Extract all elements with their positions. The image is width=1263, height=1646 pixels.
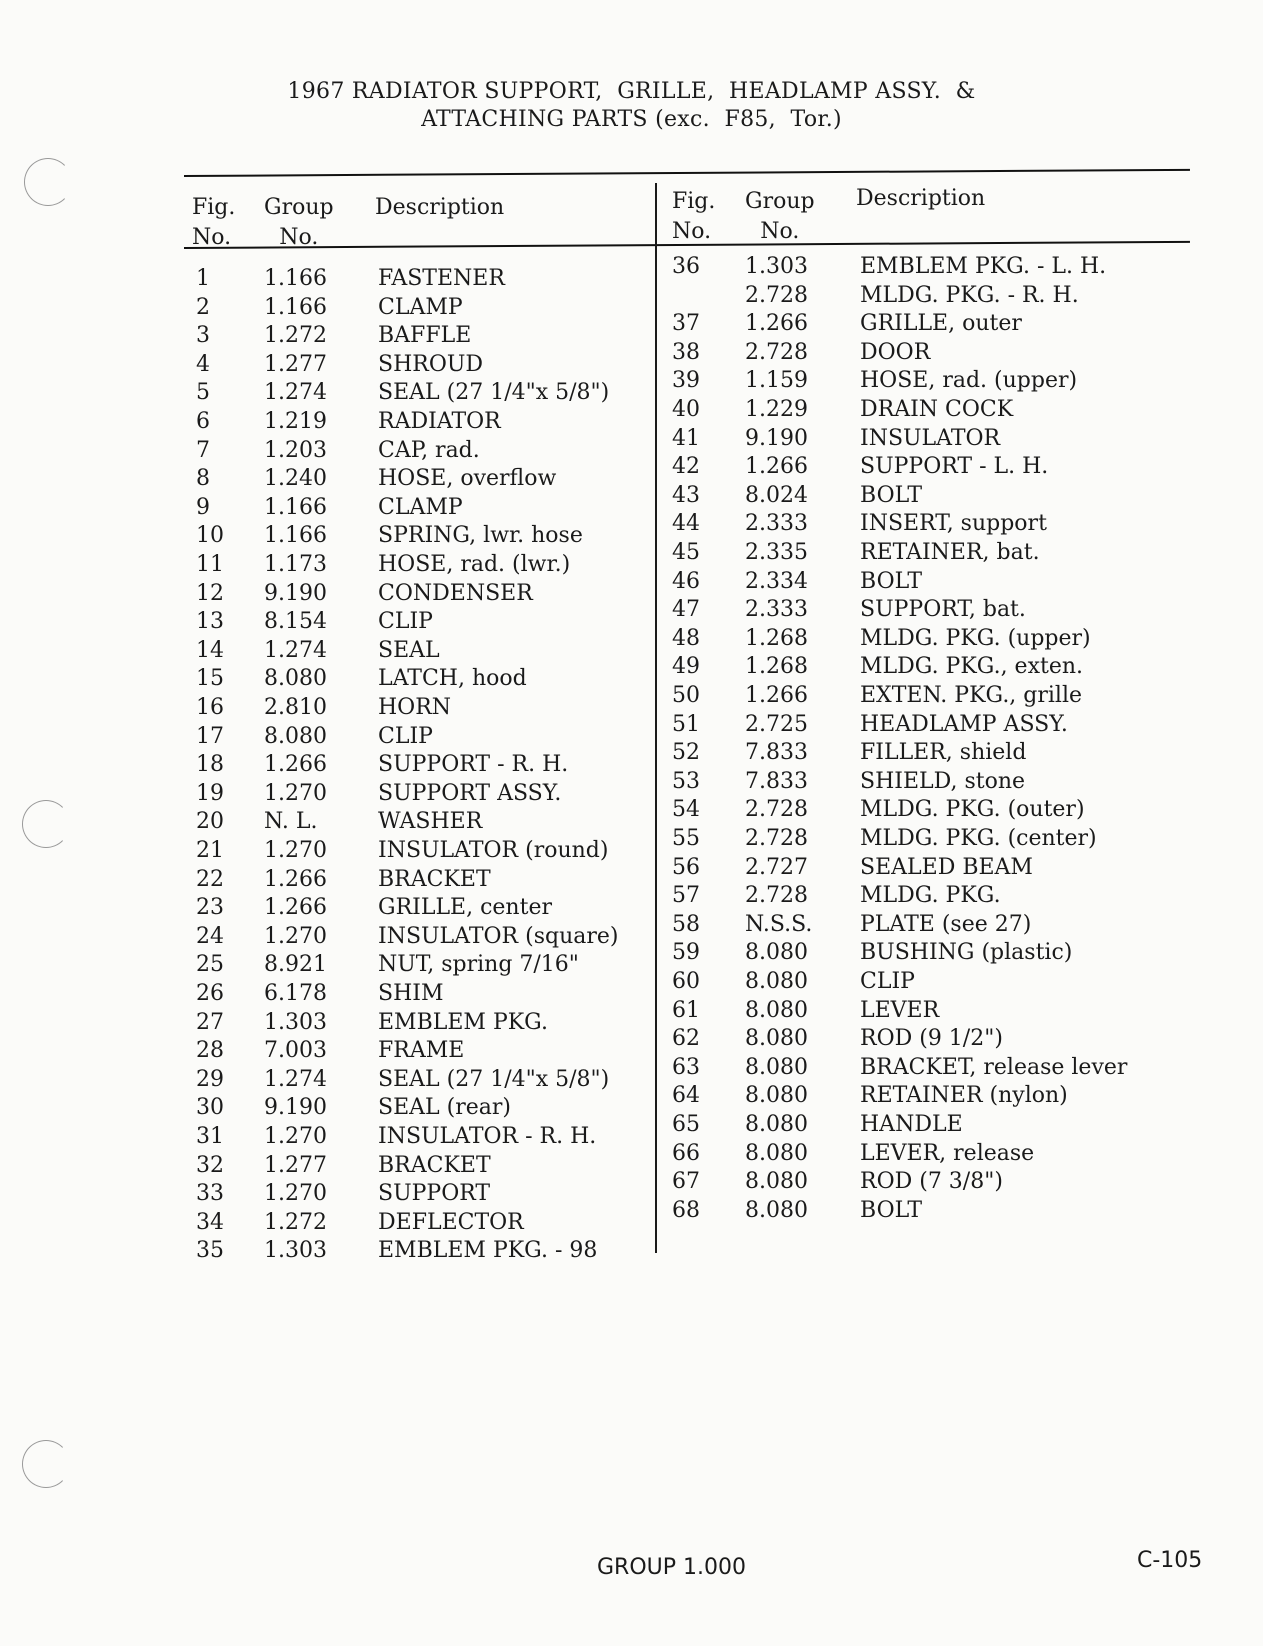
header-description: Description xyxy=(375,195,505,220)
group-number: 8.080 xyxy=(745,1083,808,1109)
fig-number: 35 xyxy=(196,1238,224,1264)
part-description: FASTENER xyxy=(378,266,505,291)
part-description: DRAIN COCK xyxy=(860,397,1014,422)
group-number: 7.833 xyxy=(745,768,808,794)
group-number: 2.333 xyxy=(745,511,808,537)
fig-number: 21 xyxy=(196,838,224,863)
fig-number: 29 xyxy=(196,1066,224,1092)
fig-number: 30 xyxy=(196,1095,224,1121)
part-description: LATCH, hood xyxy=(378,666,527,692)
group-number: 8.154 xyxy=(264,609,327,635)
fig-number: 48 xyxy=(672,625,700,651)
group-number: 8.080 xyxy=(745,997,808,1023)
group-number: 1.274 xyxy=(264,1066,327,1092)
group-number: 9.190 xyxy=(264,1095,327,1121)
group-number: 1.303 xyxy=(264,1009,327,1035)
header-fig-line1: Fig. xyxy=(672,189,716,214)
group-number: 8.080 xyxy=(745,1112,808,1137)
group-number: 1.268 xyxy=(745,654,808,680)
group-number: 8.080 xyxy=(745,1197,808,1223)
group-number: 1.166 xyxy=(264,266,327,291)
part-description: MLDG. PKG. (center) xyxy=(860,826,1097,851)
fig-number: 67 xyxy=(672,1169,700,1195)
part-description: EMBLEM PKG. - 98 xyxy=(378,1238,598,1264)
fig-number: 6 xyxy=(196,409,210,434)
fig-number: 54 xyxy=(672,797,700,823)
fig-number: 42 xyxy=(672,454,700,480)
fig-number: 13 xyxy=(196,609,224,635)
group-number: 2.727 xyxy=(745,854,808,880)
fig-number: 12 xyxy=(196,580,224,606)
part-description: SPRING, lwr. hose xyxy=(378,523,583,549)
part-description: PLATE (see 27) xyxy=(860,911,1032,937)
group-number: 1.266 xyxy=(745,683,808,708)
fig-number: 3 xyxy=(196,323,210,349)
left-header-fig xyxy=(192,193,235,253)
part-description: MLDG. PKG. (upper) xyxy=(860,625,1091,651)
fig-number: 33 xyxy=(196,1181,224,1207)
part-description: SUPPORT ASSY. xyxy=(378,780,562,806)
fig-number: 9 xyxy=(196,494,210,520)
part-description: MLDG. PKG. xyxy=(860,883,1001,909)
header-fig-line2: No. xyxy=(192,225,232,250)
fig-number: 22 xyxy=(196,866,224,892)
fig-number: 4 xyxy=(196,351,210,377)
group-number: 1.303 xyxy=(745,254,808,279)
fig-number: 20 xyxy=(196,809,224,835)
page-title xyxy=(0,78,1263,134)
part-description: WASHER xyxy=(378,809,483,835)
group-number: 8.080 xyxy=(264,666,327,692)
part-description: SEAL xyxy=(378,637,440,663)
fig-number: 60 xyxy=(672,969,700,994)
group-number: 2.728 xyxy=(745,826,808,851)
fig-number: 36 xyxy=(672,254,700,279)
group-number: 9.190 xyxy=(264,580,327,606)
fig-number: 32 xyxy=(196,1152,224,1178)
part-description: DEFLECTOR xyxy=(378,1209,524,1235)
fig-number: 27 xyxy=(196,1009,224,1035)
part-description: EXTEN. PKG., grille xyxy=(860,683,1083,708)
binder-hole-top xyxy=(24,158,72,206)
left-header-group xyxy=(264,193,334,253)
fig-number: 53 xyxy=(672,768,700,794)
fig-number: 18 xyxy=(196,752,224,778)
part-description: CLIP xyxy=(378,609,433,635)
group-number: 1.219 xyxy=(264,409,327,434)
part-description: FILLER, shield xyxy=(860,740,1027,766)
part-description: LEVER xyxy=(860,997,940,1023)
fig-number: 66 xyxy=(672,1140,700,1166)
group-number: 1.274 xyxy=(264,380,327,406)
title-line-1: 1967 RADIATOR SUPPORT, GRILLE, HEADLAMP ASSY. & xyxy=(287,79,976,104)
group-number: 8.080 xyxy=(745,1140,808,1166)
group-number: N. L. xyxy=(264,809,318,835)
part-description: CAP, rad. xyxy=(378,437,480,463)
fig-number: 1 xyxy=(196,266,210,291)
group-number: 8.080 xyxy=(745,969,808,994)
group-number: 1.166 xyxy=(264,523,327,549)
group-number: 1.240 xyxy=(264,466,327,492)
fig-number: 14 xyxy=(196,637,224,663)
part-description: EMBLEM PKG. xyxy=(378,1009,548,1035)
part-description: LEVER, release xyxy=(860,1140,1035,1166)
part-description: BRACKET xyxy=(378,866,491,892)
group-number: 1.203 xyxy=(264,437,327,463)
group-number: 8.921 xyxy=(264,952,327,978)
fig-number: 10 xyxy=(196,523,224,549)
group-number: 2.728 xyxy=(745,883,808,909)
part-description: INSULATOR (square) xyxy=(378,923,619,949)
group-number: N.S.S. xyxy=(745,911,813,937)
fig-number: 17 xyxy=(196,723,224,749)
part-description: INSULATOR (round) xyxy=(378,838,609,863)
part-description: EMBLEM PKG. - L. H. xyxy=(860,254,1107,279)
fig-number: 19 xyxy=(196,780,224,806)
group-number: 1.159 xyxy=(745,368,808,394)
fig-number: 7 xyxy=(196,437,210,463)
footer-group: GROUP 1.000 xyxy=(597,1555,746,1580)
fig-number: 2 xyxy=(196,294,210,320)
part-description: SHROUD xyxy=(378,351,484,377)
group-number: 1.270 xyxy=(264,1124,327,1149)
fig-number: 40 xyxy=(672,397,700,422)
part-description: SEALED BEAM xyxy=(860,854,1033,880)
group-number: 1.277 xyxy=(264,1152,327,1178)
part-description: BOLT xyxy=(860,1197,923,1223)
group-number: 1.270 xyxy=(264,923,327,949)
part-description: HORN xyxy=(378,695,452,720)
fig-number: 68 xyxy=(672,1197,700,1223)
fig-number: 58 xyxy=(672,911,700,937)
part-description: SEAL (27 1/4"x 5/8") xyxy=(378,380,610,406)
fig-number: 57 xyxy=(672,883,700,909)
part-description: SEAL (rear) xyxy=(378,1095,511,1121)
part-description: HOSE, rad. (upper) xyxy=(860,368,1078,394)
group-number: 7.003 xyxy=(264,1038,327,1064)
part-description: BAFFLE xyxy=(378,323,472,349)
part-description: BOLT xyxy=(860,568,923,594)
group-number: 1.173 xyxy=(264,552,327,577)
part-description: HOSE, rad. (lwr.) xyxy=(378,552,571,577)
group-number: 1.266 xyxy=(264,752,327,778)
group-number: 2.335 xyxy=(745,540,808,565)
fig-number: 64 xyxy=(672,1083,700,1109)
group-number: 1.266 xyxy=(264,866,327,892)
right-header-description xyxy=(856,184,985,214)
header-fig-line2: No. xyxy=(672,219,712,244)
fig-number: 23 xyxy=(196,895,224,921)
group-number: 1.268 xyxy=(745,625,808,651)
fig-number: 31 xyxy=(196,1124,224,1149)
binder-hole-bottom xyxy=(22,1440,70,1488)
group-number: 2.728 xyxy=(745,339,808,365)
part-description: MLDG. PKG. (outer) xyxy=(860,797,1085,823)
group-number: 8.080 xyxy=(745,1026,808,1052)
group-number: 1.270 xyxy=(264,780,327,806)
group-number: 2.334 xyxy=(745,568,808,594)
fig-number: 24 xyxy=(196,923,224,949)
fig-number: 52 xyxy=(672,740,700,766)
header-group-line2: No. xyxy=(279,225,319,250)
header-fig-line1: Fig. xyxy=(192,195,236,220)
part-description: BUSHING (plastic) xyxy=(860,940,1073,966)
group-number: 1.270 xyxy=(264,1181,327,1207)
fig-number: 25 xyxy=(196,952,224,978)
page-number: C-105 xyxy=(1137,1548,1203,1573)
part-description: HEADLAMP ASSY. xyxy=(860,711,1068,737)
part-description: INSERT, support xyxy=(860,511,1047,537)
fig-number: 16 xyxy=(196,695,224,720)
part-description: MLDG. PKG. - R. H. xyxy=(860,282,1079,308)
fig-number: 39 xyxy=(672,368,700,394)
part-description: FRAME xyxy=(378,1038,465,1064)
part-description: ROD (7 3/8") xyxy=(860,1169,1003,1195)
part-description: RETAINER (nylon) xyxy=(860,1083,1068,1109)
group-number: 8.080 xyxy=(745,940,808,966)
group-number: 1.303 xyxy=(264,1238,327,1264)
group-number: 1.166 xyxy=(264,494,327,520)
part-description: RADIATOR xyxy=(378,409,501,434)
group-number: 8.080 xyxy=(745,1169,808,1195)
group-number: 1.266 xyxy=(264,895,327,921)
part-description: NUT, spring 7/16" xyxy=(378,952,579,978)
fig-number: 55 xyxy=(672,826,700,851)
group-number: 8.024 xyxy=(745,482,808,508)
group-number: 1.229 xyxy=(745,397,808,422)
group-number: 1.272 xyxy=(264,1209,327,1235)
part-description: GRILLE, center xyxy=(378,895,552,921)
part-description: CLIP xyxy=(378,723,433,749)
part-description: SUPPORT xyxy=(378,1181,491,1207)
fig-number: 62 xyxy=(672,1026,700,1052)
part-description: RETAINER, bat. xyxy=(860,540,1040,565)
header-description: Description xyxy=(856,186,986,211)
part-description: INSULATOR - R. H. xyxy=(378,1124,597,1149)
title-line-2: ATTACHING PARTS (exc. F85, Tor.) xyxy=(421,107,842,132)
group-number: 2.810 xyxy=(264,695,327,720)
group-number: 7.833 xyxy=(745,740,808,766)
fig-number: 65 xyxy=(672,1112,700,1137)
group-number: 1.274 xyxy=(264,637,327,663)
part-description: SHIELD, stone xyxy=(860,768,1026,794)
group-number: 8.080 xyxy=(264,723,327,749)
left-header-description xyxy=(375,193,504,223)
fig-number: 41 xyxy=(672,425,700,451)
header-group-line1: Group xyxy=(264,195,334,220)
part-description: CLAMP xyxy=(378,494,463,520)
group-number: 2.333 xyxy=(745,597,808,623)
fig-number: 43 xyxy=(672,482,700,508)
part-description: GRILLE, outer xyxy=(860,311,1022,337)
fig-number: 38 xyxy=(672,339,700,365)
fig-number: 56 xyxy=(672,854,700,880)
fig-number: 26 xyxy=(196,981,224,1006)
group-number: 1.166 xyxy=(264,294,327,320)
header-group-line2: No. xyxy=(760,219,800,244)
part-description: SUPPORT, bat. xyxy=(860,597,1026,623)
fig-number: 47 xyxy=(672,597,700,623)
part-description: CONDENSER xyxy=(378,580,533,606)
part-description: CLIP xyxy=(860,969,915,994)
right-header-fig xyxy=(672,187,715,247)
column-divider xyxy=(655,183,657,1253)
group-number: 1.266 xyxy=(745,454,808,480)
part-description: HANDLE xyxy=(860,1112,963,1137)
fig-number: 8 xyxy=(196,466,210,492)
group-number: 1.272 xyxy=(264,323,327,349)
fig-number: 51 xyxy=(672,711,700,737)
binder-hole-middle xyxy=(22,800,70,848)
fig-number: 44 xyxy=(672,511,700,537)
fig-number: 11 xyxy=(196,552,224,577)
part-description: SEAL (27 1/4"x 5/8") xyxy=(378,1066,610,1092)
fig-number: 28 xyxy=(196,1038,224,1064)
right-header-group xyxy=(745,187,815,247)
fig-number: 49 xyxy=(672,654,700,680)
part-description: BOLT xyxy=(860,482,923,508)
group-number: 2.725 xyxy=(745,711,808,737)
group-number: 1.266 xyxy=(745,311,808,337)
part-description: BRACKET xyxy=(378,1152,491,1178)
fig-number: 50 xyxy=(672,683,700,708)
part-description: DOOR xyxy=(860,339,931,365)
fig-number: 46 xyxy=(672,568,700,594)
part-description: SUPPORT - R. H. xyxy=(378,752,569,778)
fig-number: 45 xyxy=(672,540,700,565)
group-number: 1.270 xyxy=(264,838,327,863)
fig-number: 59 xyxy=(672,940,700,966)
part-description: CLAMP xyxy=(378,294,463,320)
group-number: 8.080 xyxy=(745,1054,808,1080)
fig-number: 61 xyxy=(672,997,700,1023)
part-description: ROD (9 1/2") xyxy=(860,1026,1003,1052)
part-description: SHIM xyxy=(378,981,444,1006)
part-description: INSULATOR xyxy=(860,425,1001,451)
part-description: BRACKET, release lever xyxy=(860,1054,1128,1080)
group-number: 2.728 xyxy=(745,282,808,308)
header-group-line1: Group xyxy=(745,189,815,214)
fig-number: 34 xyxy=(196,1209,224,1235)
fig-number: 5 xyxy=(196,380,210,406)
part-description: SUPPORT - L. H. xyxy=(860,454,1049,480)
table-top-rule xyxy=(184,169,1190,177)
fig-number: 37 xyxy=(672,311,700,337)
fig-number: 15 xyxy=(196,666,224,692)
fig-number: 63 xyxy=(672,1054,700,1080)
group-number: 6.178 xyxy=(264,981,327,1006)
part-description: MLDG. PKG., exten. xyxy=(860,654,1084,680)
group-number: 9.190 xyxy=(745,425,808,451)
part-description: HOSE, overflow xyxy=(378,466,557,492)
group-number: 2.728 xyxy=(745,797,808,823)
group-number: 1.277 xyxy=(264,351,327,377)
